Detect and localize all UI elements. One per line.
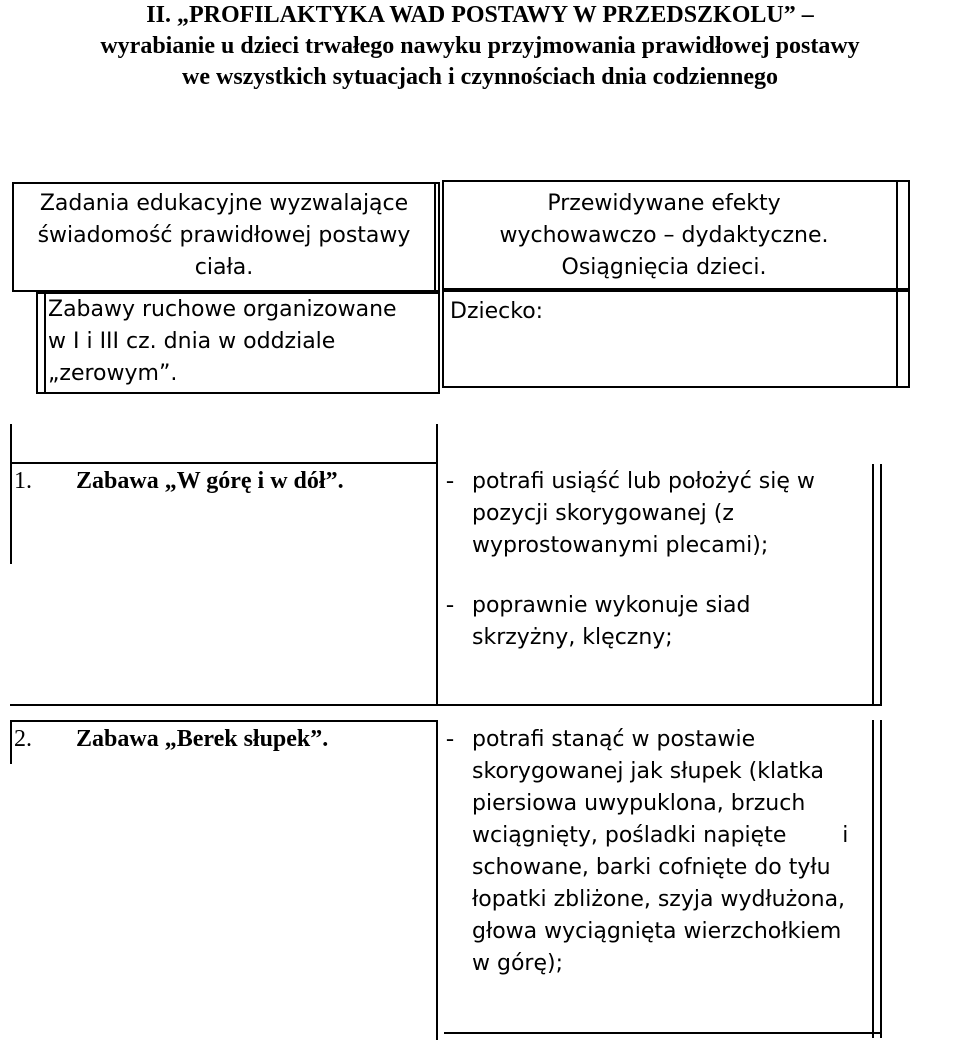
row-1-bottom-border	[10, 704, 882, 706]
game-1-effect-1-dash: -	[446, 468, 454, 494]
game-1-title: Zabawa „W górę i w dół”.	[76, 468, 344, 494]
right-header-line-3: Osiągnięcia dzieci.	[561, 255, 767, 280]
left-header-line-3: ciała.	[194, 255, 254, 280]
row-1-mid-border	[436, 464, 438, 704]
game-2-effect-1-line-5: schowane, barki cofnięte do tyłu	[472, 855, 831, 880]
row-2-top-border	[10, 720, 438, 722]
right-sub-label: Dziecko:	[450, 299, 544, 324]
left-header-line-2: świadomość prawidłowej postawy	[37, 223, 411, 248]
right-header-line-2: wychowawczo – dydaktyczne.	[499, 223, 829, 248]
game-2-effect-1-line-8: w górę);	[472, 951, 563, 976]
cell-inner-border	[434, 184, 436, 290]
row-separator-right	[436, 424, 438, 464]
row-1-left-border	[10, 464, 12, 564]
game-2-number: 2.	[14, 726, 32, 752]
game-2-effect-1-line-2: skorygowanej jak słupek (klatka	[472, 759, 825, 784]
cell-inner-border	[896, 182, 898, 288]
row-2-right-border-outer	[880, 720, 882, 1038]
game-2-title: Zabawa „Berek słupek”.	[76, 726, 329, 752]
game-1-effect-2-line-1: poprawnie wykonuje siad	[472, 593, 751, 618]
game-1-effect-2-dash: -	[446, 592, 454, 618]
left-sub-line-3: „zerowym”.	[48, 361, 178, 386]
row-2-right-border	[872, 720, 874, 1038]
game-2-effect-1-line-1: potrafi stanąć w postawie	[472, 727, 756, 752]
game-1-effect-1-line-2: pozycji skorygowanej (z	[472, 501, 734, 526]
cell-inner-border	[44, 292, 46, 394]
row-2-left-border	[10, 720, 12, 764]
heading-line-2: wyrabianie u dzieci trwałego nawyku przyjmowania prawidłowej postawy	[100, 33, 860, 59]
game-2-effect-1-line-7: głowa wyciągnięta wierzchołkiem	[472, 919, 842, 944]
row-1-right-border	[872, 464, 874, 704]
left-header-line-1: Zadania edukacyjne wyzwalające	[39, 191, 409, 216]
row-separator-line	[10, 462, 438, 464]
heading-line-3: we wszystkich sytuacjach i czynnościach dnia codziennego	[182, 64, 778, 90]
left-sub-line-1: Zabawy ruchowe organizowane	[48, 297, 397, 322]
game-1-effect-1-line-1: potrafi usiąść lub położyć się w	[472, 469, 815, 494]
row-2-mid-border	[436, 720, 438, 1040]
game-1-effect-1-line-3: wyprostowanymi plecami);	[472, 533, 769, 558]
row-1-right-border-outer	[880, 464, 882, 704]
row-2-bottom-border	[444, 1032, 882, 1034]
game-2-effect-1-line-4: wciągnięty, pośladki napięte i	[472, 823, 849, 848]
right-header-line-1: Przewidywane efekty	[547, 191, 781, 216]
game-1-effect-2-line-2: skrzyżny, klęczny;	[472, 625, 673, 650]
game-1-number: 1.	[14, 468, 32, 494]
game-2-effect-1-dash: -	[446, 726, 454, 752]
game-2-effect-1-line-3: piersiowa uwypuklona, brzuch	[472, 791, 806, 816]
heading-line-1: II. „PROFILAKTYKA WAD POSTAWY W PRZEDSZKOLU” –	[146, 2, 814, 28]
cell-inner-border	[896, 292, 898, 386]
game-2-effect-1-line-6: łopatki zbliżone, szyja wydłużona,	[472, 887, 846, 912]
left-sub-line-2: w I i III cz. dnia w oddziale	[48, 329, 336, 354]
row-separator-left	[10, 424, 12, 464]
